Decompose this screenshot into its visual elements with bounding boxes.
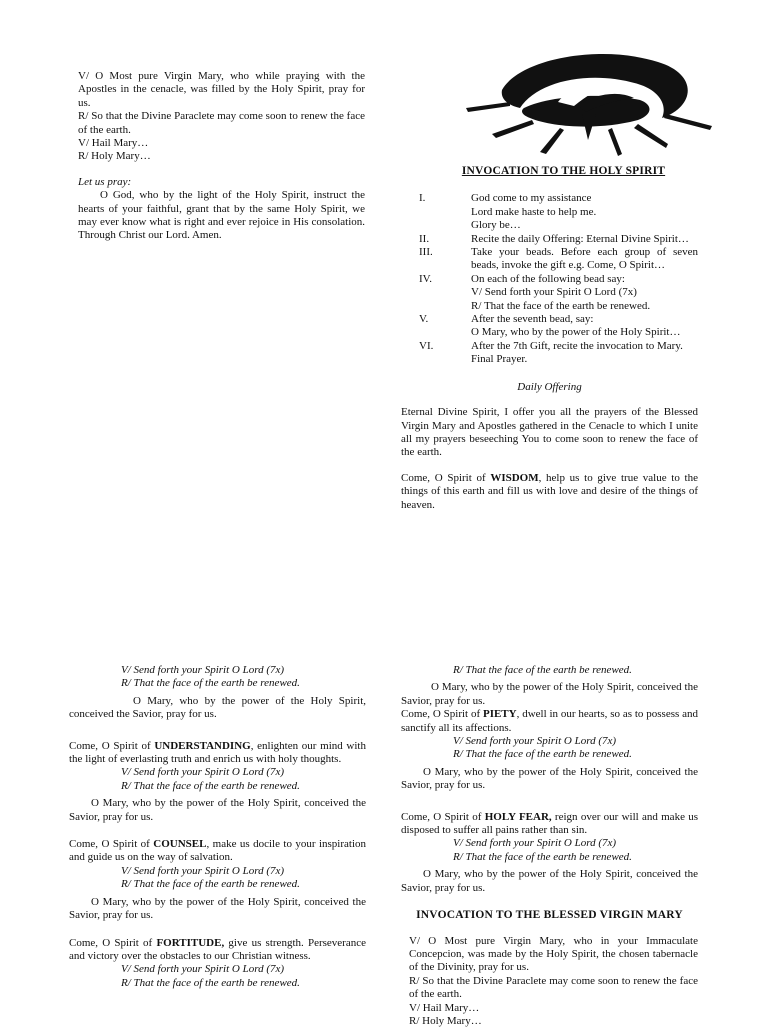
- mary-prayer: O Mary, who by the power of the Holy Spirit, conceived the Savior, pray for us.: [69, 694, 366, 721]
- gift-piety: PIETY: [482, 708, 517, 721]
- piety-prayer: Come, O Spirit of PIETY, dwell in our hearts, so as to possess and sanctify all its affections.: [401, 708, 698, 734]
- step-line: Take your beads. Before each group of seven beads, invoke the gift e.g. Come, O Spirit…: [471, 246, 698, 272]
- step-line: God come to my assistance: [471, 192, 592, 205]
- step-line: After the seventh bead, say:: [471, 313, 594, 326]
- step-line: Final Prayer.: [471, 353, 528, 366]
- page2-right-column: [401, 664, 698, 1028]
- invocation-bvm-title: INVOCATION TO THE BLESSED VIRGIN MARY: [416, 909, 683, 922]
- bvm-response: R/ So that the Divine Paraclete may come soon to renew the face of the earth.: [409, 974, 698, 1001]
- fortitude-prayer: Come, O Spirit of FORTITUDE, give us strength. Perseverance and victory over the obstacles to our Christian witness.: [69, 936, 366, 962]
- mary-prayer: O Mary, who by the power of the Holy Spirit, conceived the Savior, pray for us.: [401, 681, 698, 707]
- bvm-versicle: V/ O Most pure Virgin Mary, who in your Immaculate Concepcion, was made by the Holy Spirit, the chosen tabernacle of the Divinity, pray for us.: [409, 934, 698, 974]
- step-item: [401, 313, 698, 340]
- versicle-text: V/ Send forth your Spirit O Lord (7x): [121, 664, 285, 676]
- mary-prayer: O Mary, who by the power of the Holy Spirit, conceived the Savior, pray for us.: [401, 765, 698, 792]
- understanding-prayer: Come, O Spirit of UNDERSTANDING, enlighten our mind with the light of everlasting truth and enrich us with holy thoughts.: [69, 739, 366, 766]
- closing-prayer: O God, who by the light of the Holy Spirit, instruct the hearts of your faithful, grant that by the same Holy Spirit, we may ever know what is right and ever rejoice in His consolation. Through Christ our Lord. Amen.: [78, 189, 365, 242]
- step-line: Recite the daily Offering: Eternal Divine Spirit…: [471, 232, 689, 245]
- mary-prayer: O Mary, who by the power of the Holy Spirit, conceived the Savior, pray for us.: [69, 797, 366, 823]
- holy-spirit-dove-icon: [462, 44, 720, 162]
- step-number: I.: [419, 192, 426, 205]
- response-text: R/ That the face of the earth be renewed.: [453, 748, 632, 761]
- step-item: [401, 233, 698, 246]
- mary-prayer: O Mary, who by the power of the Holy Spirit, conceived the Savior, pray for us.: [401, 868, 698, 894]
- response-text: R/ That the face of the earth be renewed.: [121, 878, 300, 891]
- step-number: IV.: [419, 272, 432, 285]
- gift-fortitude: FORTITUDE,: [156, 936, 225, 949]
- step-text: [471, 313, 698, 340]
- step-line: After the 7th Gift, recite the invocation to Mary.: [471, 339, 683, 352]
- step-text: [471, 246, 698, 273]
- step-line: V/ Send forth your Spirit O Lord (7x): [471, 286, 637, 299]
- step-line: R/ That the face of the earth be renewed.: [471, 299, 651, 312]
- versicle-text: V/ Send forth your Spirit O Lord (7x): [121, 766, 285, 779]
- page1-left-column: [78, 70, 365, 243]
- response-text: R/ That the face of the earth be renewed.: [453, 850, 632, 863]
- step-text: [471, 192, 698, 232]
- daily-offering-title: Daily Offering: [517, 380, 582, 393]
- gift-wisdom: WISDOM: [490, 471, 539, 484]
- step-item: [401, 246, 698, 273]
- step-item: [401, 273, 698, 313]
- page2-left-column: [69, 664, 366, 990]
- step-item: [401, 192, 698, 232]
- step-line: O Mary, who by the power of the Holy Spirit…: [471, 326, 681, 339]
- versicle-text: V/ Send forth your Spirit O Lord (7x): [453, 735, 617, 748]
- page1-right-column: [401, 165, 698, 512]
- steps-list: [401, 192, 698, 366]
- step-number: V.: [419, 313, 429, 326]
- step-number: VI.: [419, 339, 434, 352]
- counsel-prayer: Come, O Spirit of COUNSEL, make us docile to your inspiration and guide us on the way of salvation.: [69, 838, 366, 864]
- invocation-holy-spirit-title: INVOCATION TO THE HOLY SPIRIT: [461, 165, 666, 177]
- holy-fear-prayer: Come, O Spirit of HOLY FEAR, reign over our will and make us disposed to suffer all pains rather than sin.: [401, 810, 699, 837]
- response-text: R/ That the face of the earth be renewed.: [121, 677, 300, 690]
- versicle-text: V/ Send forth your Spirit O Lord (7x): [121, 963, 285, 976]
- versicle-text: V/ Send forth your Spirit O Lord (7x): [121, 864, 285, 877]
- mary-prayer: O Mary, who by the power of the Holy Spirit, conceived the Savior, pray for us.: [69, 895, 366, 922]
- step-item: [401, 340, 698, 367]
- bvm-versicle: V/ Hail Mary…: [409, 1001, 480, 1014]
- step-line: Glory be…: [471, 219, 521, 232]
- step-number: II.: [419, 232, 430, 245]
- let-us-pray-heading: Let us pray:: [78, 175, 132, 188]
- step-line: On each of the following bead say:: [471, 272, 625, 285]
- gift-understanding: UNDERSTANDING: [154, 739, 251, 752]
- step-text: [471, 273, 698, 313]
- versicle-text: V/ O Most pure Virgin Mary, who while praying with the Apostles in the cenacle, was filled by the Holy Spirit, pray for us.: [78, 70, 365, 109]
- versicle-text: V/ Send forth your Spirit O Lord (7x): [453, 837, 617, 850]
- wisdom-prayer: Come, O Spirit of WISDOM, help us to give true value to the things of this earth and fill us with love and desire of the things of heaven.: [401, 471, 698, 511]
- gift-counsel: COUNSEL: [153, 838, 207, 851]
- response-text: R/ That the face of the earth be renewed.: [121, 976, 300, 989]
- step-number: III.: [419, 246, 433, 259]
- step-text: [471, 340, 698, 367]
- step-text: [471, 233, 698, 246]
- response-text: R/ That the face of the earth be renewed.: [453, 664, 632, 676]
- gift-holy-fear: HOLY FEAR,: [484, 810, 552, 823]
- versicle-text: V/ Hail Mary…: [78, 137, 149, 150]
- daily-offering-text: Eternal Divine Spirit, I offer you all the prayers of the Blessed Virgin Mary and Apostles gathered in the Cenacle to which I unite all my prayers beseeching You to come soon to renew the face of the earth.: [401, 406, 698, 459]
- response-text: R/ So that the Divine Paraclete may come soon to renew the face of the earth.: [78, 110, 365, 136]
- step-line: Lord make haste to help me.: [471, 205, 597, 218]
- response-text: R/ Holy Mary…: [78, 150, 151, 163]
- response-text: R/ That the face of the earth be renewed.: [121, 779, 300, 792]
- bvm-response: R/ Holy Mary…: [409, 1014, 482, 1027]
